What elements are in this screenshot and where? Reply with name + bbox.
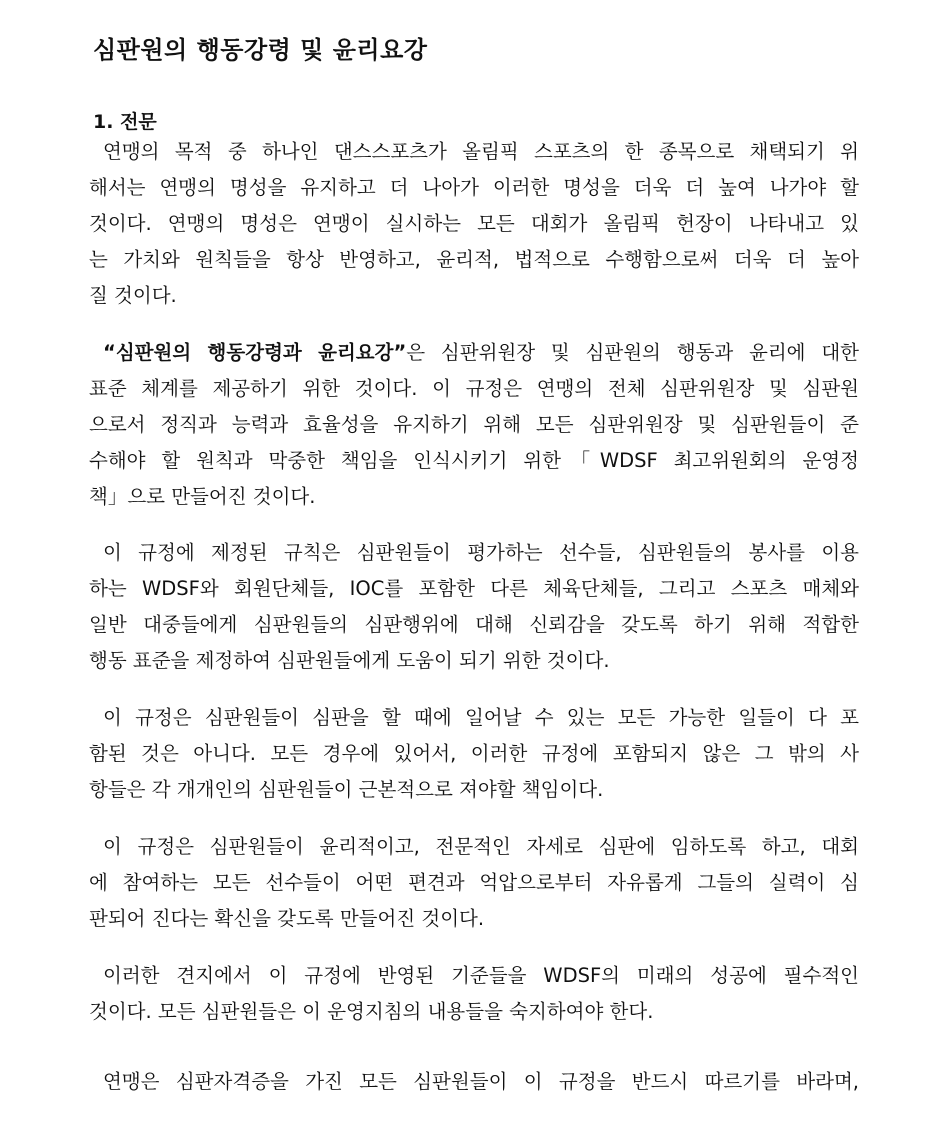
paragraph-3-line-3: 일반 대중들에게 심판원들의 심판행위에 대해 신뢰감을 갖도록 하기 위해 적합한 <box>89 613 859 636</box>
paragraph-5-line-3: 판되어 진다는 확신을 갖도록 만들어진 것이다. <box>89 907 485 930</box>
paragraph-3-line-4: 행동 표준을 제정하여 심판원들에게 도움이 되기 위한 것이다. <box>89 649 610 672</box>
paragraph-6-line-2: 것이다. 모든 심판원들은 이 운영지침의 내용들을 숙지하여야 한다. <box>89 1000 654 1023</box>
paragraph-2-line-4: 수해야 할 원칙과 막중한 책임을 인식시키기 위한「WDSF 최고위원회의 운영정 <box>89 449 859 472</box>
emphasis-document-name: “심판원의 행동강령과 윤리요강” <box>103 341 407 364</box>
paragraph-4-line-3: 항들은 각 개개인의 심판원들이 근본적으로 져야할 책임이다. <box>89 778 604 801</box>
paragraph-5-line-1: 이 규정은 심판원들이 윤리적이고, 전문적인 자세로 심판에 임하도록 하고, 대회 <box>103 835 859 858</box>
paragraph-1-line-4: 는 가치와 원칙들을 항상 반영하고, 윤리적, 법적으로 수행함으로써 더욱 더 높아 <box>89 248 859 271</box>
paragraph-1-line-1: 연맹의 목적 중 하나인 댄스스포츠가 올림픽 스포츠의 한 종목으로 채택되기 위 <box>103 140 859 163</box>
paragraph-2-line-1-text: 은 심판위원장 및 심판원의 행동과 윤리에 대한 <box>406 341 859 364</box>
section-number: 1. <box>93 111 114 133</box>
page-title: 심판원의 행동강령 및 윤리요강 <box>93 36 428 64</box>
paragraph-4-line-2: 함된 것은 아니다. 모든 경우에 있어서, 이러한 규정에 포함되지 않은 그 밖의 사 <box>89 742 859 765</box>
paragraph-6-line-1: 이러한 견지에서 이 규정에 반영된 기준들을 WDSF의 미래의 성공에 필수적인 <box>103 964 859 987</box>
paragraph-1-line-5: 질 것이다. <box>89 284 177 307</box>
paragraph-1-line-3: 것이다. 연맹의 명성은 연맹이 실시하는 모든 대회가 올림픽 헌장이 나타내고 있 <box>89 212 859 235</box>
paragraph-3-line-2: 하는 WDSF와 회원단체들, IOC를 포함한 다른 체육단체들, 그리고 스포츠 매체와 <box>89 577 859 600</box>
paragraph-5-line-2: 에 참여하는 모든 선수들이 어떤 편견과 억압으로부터 자유롭게 그들의 실력이 심 <box>89 871 859 894</box>
paragraph-7-line-1: 연맹은 심판자격증을 가진 모든 심판원들이 이 규정을 반드시 따르기를 바라며, <box>103 1070 859 1093</box>
paragraph-2-line-1 <box>89 343 859 363</box>
section-title: 전문 <box>120 111 157 133</box>
paragraph-2-line-5: 책」으로 만들어진 것이다. <box>89 485 316 508</box>
paragraph-3-line-1: 이 규정에 제정된 규칙은 심판원들이 평가하는 선수들, 심판원들의 봉사를 이용 <box>103 541 859 564</box>
paragraph-2-line-3: 으로서 정직과 능력과 효율성을 유지하기 위해 모든 심판위원장 및 심판원들이 준 <box>89 413 859 436</box>
section-heading <box>93 107 157 134</box>
paragraph-2-line-2: 표준 체계를 제공하기 위한 것이다. 이 규정은 연맹의 전체 심판위원장 및 심판원 <box>89 377 859 400</box>
paragraph-1-line-2: 해서는 연맹의 명성을 유지하고 더 나아가 이러한 명성을 더욱 더 높여 나가야 할 <box>89 176 859 199</box>
paragraph-4-line-1: 이 규정은 심판원들이 심판을 할 때에 일어날 수 있는 모든 가능한 일들이 다 포 <box>103 706 859 729</box>
